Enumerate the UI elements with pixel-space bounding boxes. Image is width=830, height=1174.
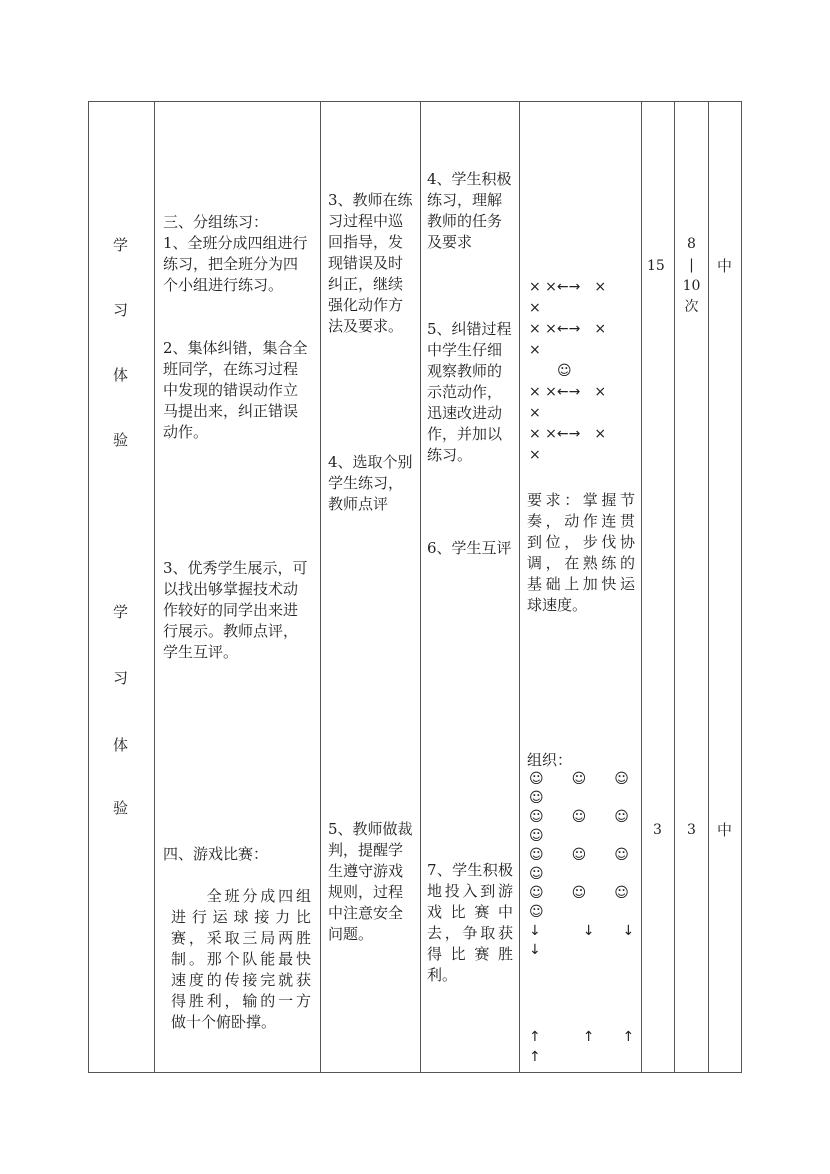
column-divider xyxy=(420,102,421,1072)
formation-diagram-1: × ×←→ × × × ×←→ × × ☺ × ×←→ × × × ×←→ × × xyxy=(529,279,607,463)
section-label-char: 学 xyxy=(113,236,129,254)
formation-diagram-2-bottom: ↑ ↑ ↑ ↑ xyxy=(529,1029,635,1065)
part3-title: 三、分组练习： xyxy=(163,213,269,231)
time-row2: 3 xyxy=(653,822,662,838)
student-item6: 6、学生互评 xyxy=(427,539,512,557)
student-item5: 5、纠错过程 中学生仔细 观察教师的 示范动作， 迅速改进动 作，并加以 练习。 xyxy=(427,320,512,464)
student-item7: 7、学生积极 地投入到游 戏比赛中 去，争取获 得比赛胜 利。 xyxy=(427,861,513,984)
section-label-char: 学 xyxy=(113,603,129,621)
column-divider xyxy=(641,102,642,1072)
formation-diagram-2: ☺ ☺ ☺ ☺ ☺ ☺ ☺ ☺ ☺ ☺ ☺ ☺ ☺ ☺ ☺ ☺ ↓ ↓ ↓ ↓ xyxy=(529,771,635,958)
section-label-char: 体 xyxy=(113,736,129,754)
part4-text: 全班分成四组 进行运球接力比 赛，采取三局两胜 制。那个队能最快 速度的传接完就获 得胜利，输的一方 做十个俯卧撑。 xyxy=(171,887,311,1031)
column-divider xyxy=(154,102,155,1072)
column-divider xyxy=(708,102,709,1072)
column-divider xyxy=(519,102,520,1072)
section-label-char: 验 xyxy=(113,799,129,817)
section-label-char: 习 xyxy=(113,301,129,319)
count-row1: 8 | 10 次 xyxy=(682,236,701,315)
column-divider xyxy=(320,102,321,1072)
part3-item1: 1、全班分成四组进行 练习，把全班分为四 个小组进行练习。 xyxy=(163,234,308,294)
lesson-plan-table xyxy=(88,101,742,1073)
part4-title: 四、游戏比赛： xyxy=(163,845,269,863)
teacher-item3: 3、教师在练 习过程中巡 回指导，发 现错误及时 纠正，继续 强化动作方 法及要求。 xyxy=(328,191,413,335)
student-item4: 4、学生积极 练习，理解 教师的任务 及要求 xyxy=(427,170,512,251)
part3-item2: 2、集体纠错，集合全 班同学，在练习过程 中发现的错误动作立 马提出来，纠正错误 动作。 xyxy=(163,339,308,441)
organization-requirement: 要求：掌握节 奏，动作连贯 到位，步伐协 调，在熟练的 基础上加快运 球速度。 xyxy=(527,491,635,614)
intensity-row2: 中 xyxy=(717,821,733,839)
time-row1: 15 xyxy=(647,258,665,274)
teacher-item4: 4、选取个别 学生练习， 教师点评 xyxy=(328,453,413,513)
section-label-char: 习 xyxy=(113,669,129,687)
teacher-item5: 5、教师做裁 判，提醒学 生遵守游戏 规则，过程 中注意安全 问题。 xyxy=(328,820,413,943)
part3-item3: 3、优秀学生展示，可 以找出够掌握技术动 作较好的同学出来进 行展示。教师点评， 学生互评。 xyxy=(163,559,308,661)
intensity-row1: 中 xyxy=(717,257,733,275)
section-label-char: 验 xyxy=(113,431,129,449)
organization-label: 组织： xyxy=(527,751,573,769)
count-row2: 3 xyxy=(687,822,696,838)
section-label-char: 体 xyxy=(113,366,129,384)
